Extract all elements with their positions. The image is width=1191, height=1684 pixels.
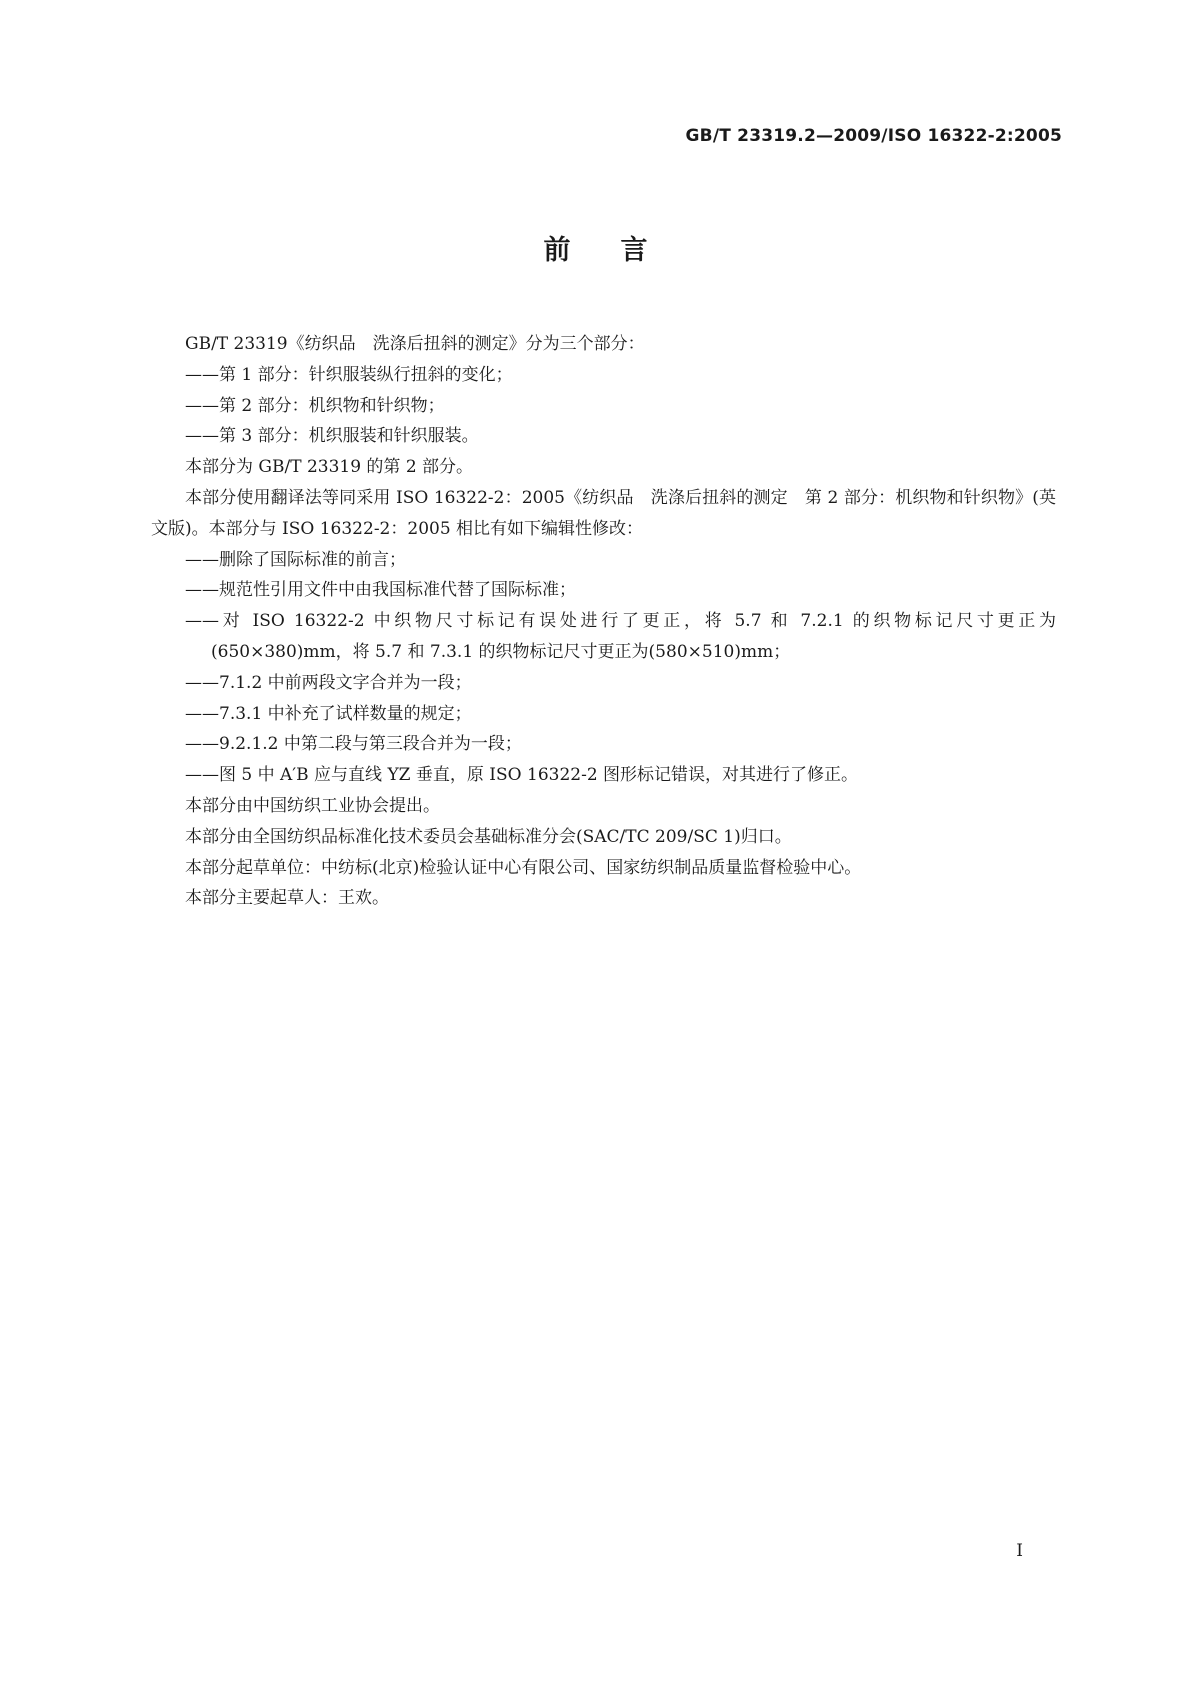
list-item: ——第 2 部分：机织物和针织物； bbox=[185, 395, 445, 416]
list-item: ——图 5 中 A′B 应与直线 YZ 垂直，原 ISO 16322-2 图形标记错误，对其进行了修正。 bbox=[185, 765, 859, 786]
intro-paragraph: GB/T 23319《纺织品 洗涤后扭斜的测定》分为三个部分： bbox=[185, 334, 645, 354]
drafting-units: 本部分起草单位：中纺标(北京)检验认证中心有限公司、国家纺织制品质量监督检验中心。 bbox=[185, 857, 862, 878]
list-item: ——对 ISO 16322-2 中织物尺寸标记有误处进行了更正，将 5.7 和 7.2.1 的织物标记尺寸更正为(650×380)mm，将 5.7 和 7.3.1 的织物标记尺寸更正为(580×510)mm； bbox=[185, 611, 1056, 662]
page-number: I bbox=[1016, 1541, 1023, 1561]
drafters: 本部分主要起草人：王欢。 bbox=[185, 888, 389, 909]
part-statement: 本部分为 GB/T 23319 的第 2 部分。 bbox=[185, 457, 474, 478]
list-item: ——7.1.2 中前两段文字合并为一段； bbox=[185, 672, 472, 693]
list-item: ——9.2.1.2 中第二段与第三段合并为一段； bbox=[185, 734, 522, 755]
list-item: ——第 1 部分：针织服装纵行扭斜的变化； bbox=[185, 364, 513, 385]
adoption-statement: 本部分使用翻译法等同采用 ISO 16322-2：2005《纺织品 洗涤后扭斜的测定 第 2 部分：机织物和针织物》(英文版)。本部分与 ISO 16322-2：2005 相比有如下编辑性修改： bbox=[151, 487, 1056, 539]
proposer-statement: 本部分由中国纺织工业协会提出。 bbox=[185, 795, 440, 816]
list-item: ——删除了国际标准的前言； bbox=[185, 549, 406, 570]
list-item: ——7.3.1 中补充了试样数量的规定； bbox=[185, 703, 472, 724]
page-title: 前言 bbox=[543, 235, 698, 266]
document-code: GB/T 23319.2—2009/ISO 16322-2:2005 bbox=[685, 126, 1062, 146]
foreword-body bbox=[151, 329, 1056, 914]
list-item: ——规范性引用文件中由我国标准代替了国际标准； bbox=[185, 580, 576, 601]
committee-statement: 本部分由全国纺织品标准化技术委员会基础标准分会(SAC/TC 209/SC 1)归口。 bbox=[185, 826, 792, 847]
list-item: ——第 3 部分：机织服装和针织服装。 bbox=[185, 426, 479, 447]
